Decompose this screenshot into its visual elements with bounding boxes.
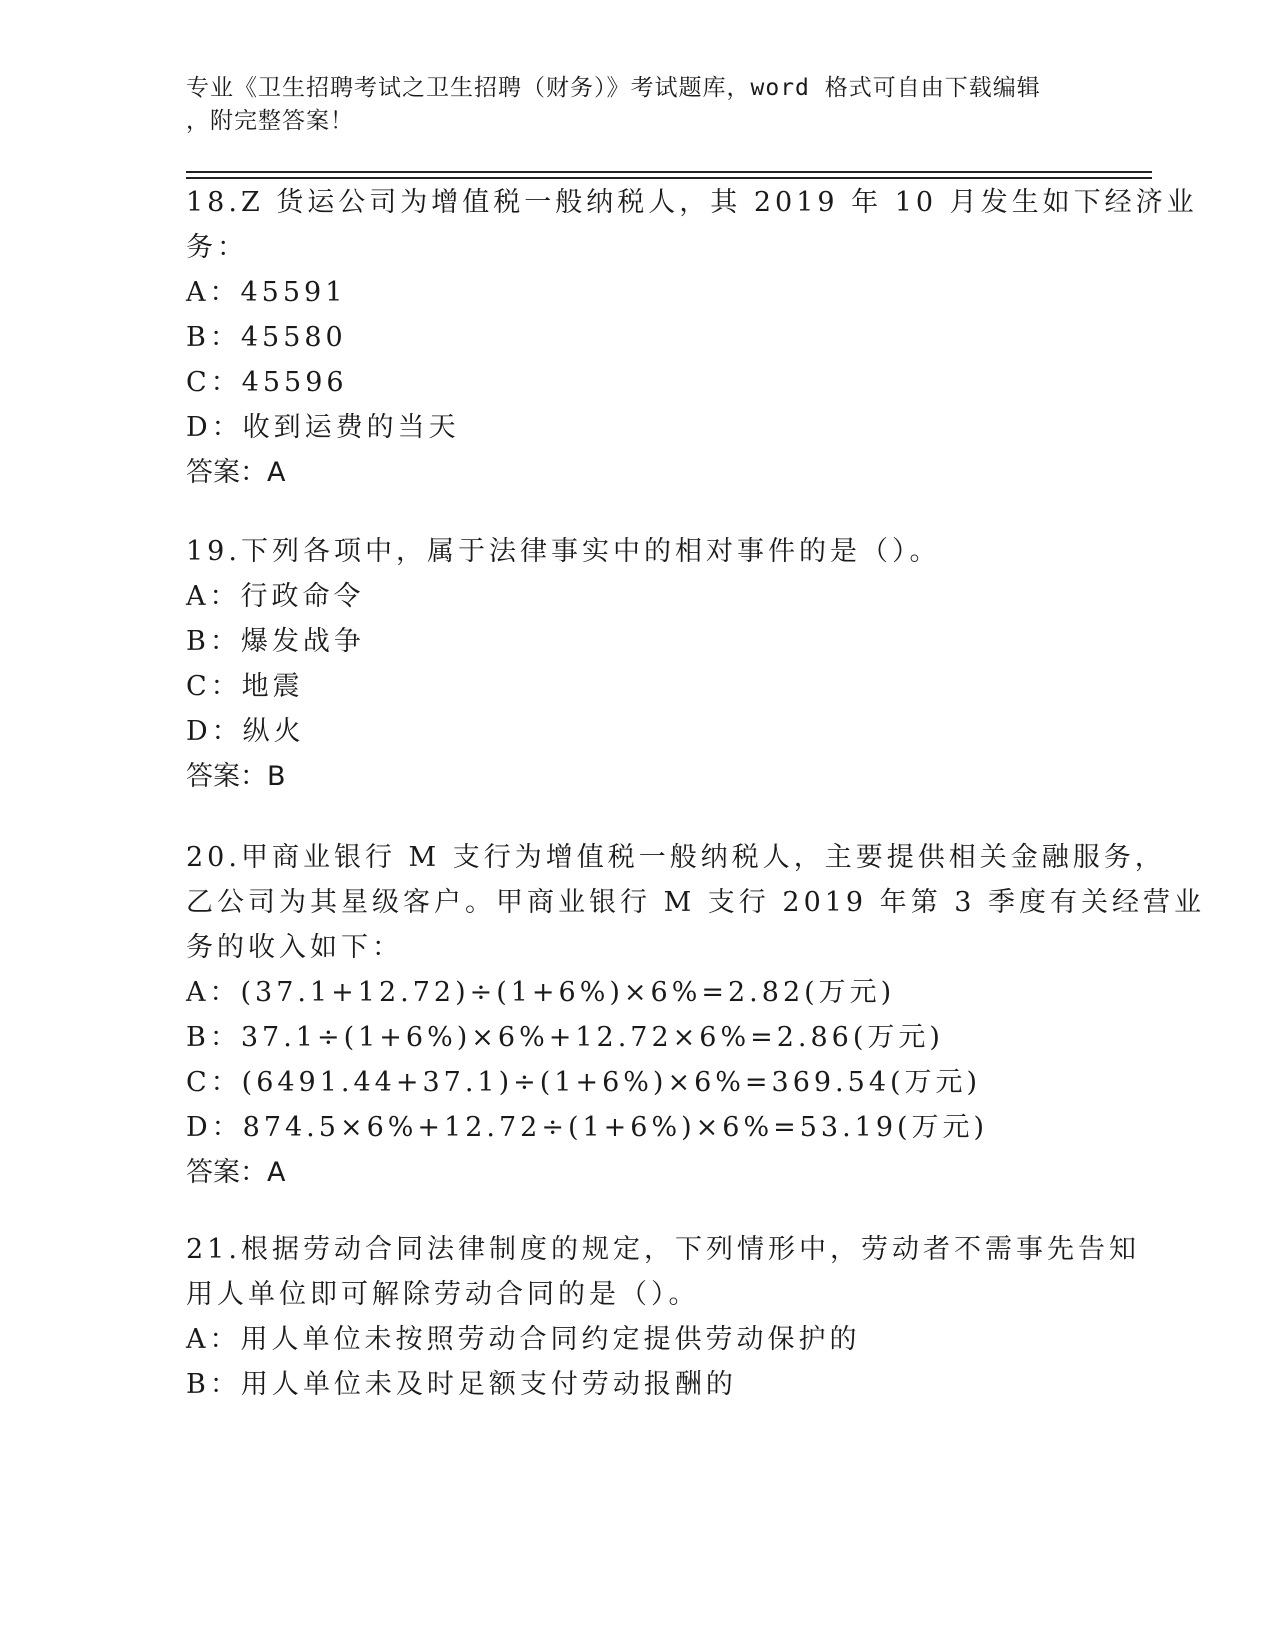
option-b: B：用人单位未及时足额支付劳动报酬的 <box>186 1369 737 1400</box>
option-b: B：37.1÷(1+6%)×6%+12.72×6%=2.86(万元) <box>186 1022 944 1053</box>
question-stem-line: 务： <box>186 232 248 263</box>
option-a: A：(37.1+12.72)÷(1+6%)×6%=2.82(万元) <box>186 977 896 1008</box>
option-d: D：收到运费的当天 <box>186 412 460 443</box>
option-c: C：(6491.44+37.1)÷(1+6%)×6%=369.54(万元) <box>186 1067 982 1098</box>
header-intro-line1: 专业《卫生招聘考试之卫生招聘（财务）》考试题库，word 格式可自由下载编辑 <box>186 75 1041 101</box>
question-stem-line: 务的收入如下： <box>186 932 403 963</box>
option-c: C：45596 <box>186 367 348 398</box>
question-18 <box>186 180 1198 495</box>
header-divider-bottom <box>186 177 1152 179</box>
question-stem-line: 乙公司为其星级客户。甲商业银行 M 支行 2019 年第 3 季度有关经营业 <box>186 887 1206 918</box>
option-b: B：45580 <box>186 322 347 353</box>
answer-line: 答案：A <box>186 1157 286 1188</box>
question-stem-line: 18.Z 货运公司为增值税一般纳税人，其 2019 年 10 月发生如下经济业 <box>186 187 1198 218</box>
question-stem-line: 用人单位即可解除劳动合同的是（）。 <box>186 1279 700 1310</box>
question-stem-line: 21.根据劳动合同法律制度的规定，下列情形中，劳动者不需事先告知 <box>186 1234 1140 1265</box>
question-21 <box>186 1227 1140 1407</box>
question-stem-line: 19.下列各项中，属于法律事实中的相对事件的是（）。 <box>186 536 941 567</box>
header-divider-top <box>186 171 1152 173</box>
answer-line: 答案：B <box>186 761 286 792</box>
option-a: A：行政命令 <box>186 581 365 612</box>
question-stem-line: 20.甲商业银行 M 支行为增值税一般纳税人，主要提供相关金融服务， <box>186 842 1166 873</box>
document-header <box>186 72 1066 138</box>
answer-line: 答案：A <box>186 457 286 488</box>
option-b: B：爆发战争 <box>186 626 365 657</box>
option-c: C：地震 <box>186 671 304 702</box>
option-d: D：874.5×6%+12.72÷(1+6%)×6%=53.19(万元) <box>186 1112 989 1143</box>
option-a: A：用人单位未按照劳动合同约定提供劳动保护的 <box>186 1324 861 1355</box>
option-a: A：45591 <box>186 277 347 308</box>
header-intro-line2: ，附完整答案！ <box>186 108 354 134</box>
option-d: D：纵火 <box>186 716 305 747</box>
question-20 <box>186 835 1206 1195</box>
question-19 <box>186 529 1086 799</box>
